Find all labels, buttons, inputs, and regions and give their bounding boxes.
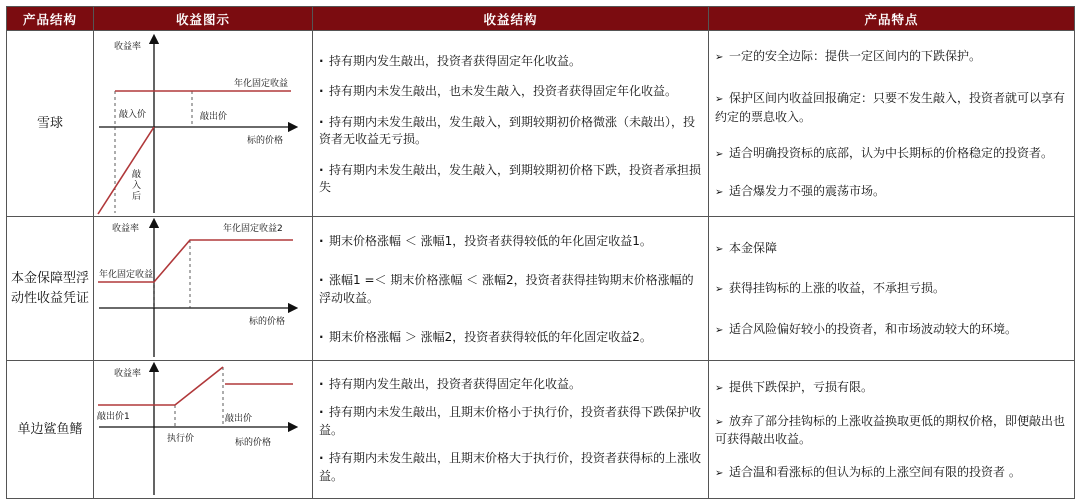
list-item: ➢ 一定的安全边际：提供一定区间内的下跌保护。: [715, 48, 1068, 67]
list-item: · 持有期内未发生敲出，发生敲入，到期较期初价格微涨（未敲出），投资者无收益无亏损。: [319, 114, 702, 149]
x-axis-label: 标的价格: [247, 136, 284, 146]
strike-label: 执行价: [167, 434, 195, 444]
list-item: ➢ 放弃了部分挂钩标的上涨收益换取更低的期权价格，即便敲出也可获得敲出收益。: [715, 413, 1068, 449]
knock-out-label: 敲出价: [225, 414, 253, 424]
snowball-payoff-chart: [94, 31, 313, 216]
list-item: · 期末价格涨幅 ＞ 涨幅2，投资者获得较低的年化固定收益2。: [319, 329, 702, 347]
product-structure-table: [6, 6, 1075, 499]
product-name-shark-fin: 单边鲨鱼鳍: [7, 361, 94, 499]
fixed-return-2-label: 年化固定收益2: [223, 224, 283, 234]
y-axis-label: 收益率: [114, 42, 142, 52]
y-axis-label: 收益率: [112, 224, 140, 234]
snowball-payoff-chart-cell: [94, 31, 313, 217]
snowball-features: [709, 31, 1075, 217]
table-row-snowball: [7, 31, 1075, 217]
header-product-structure: 产品结构: [7, 7, 94, 31]
table-row-shark-fin: [7, 361, 1075, 499]
list-item: · 持有期内未发生敲出，也未发生敲入，投资者获得固定年化收益。: [319, 83, 702, 101]
after-knock-in-label-1: 敲: [132, 170, 142, 180]
list-item: ➢ 本金保障: [715, 240, 1068, 259]
principal-protected-features: [709, 217, 1075, 361]
shark-fin-payoff-chart: [94, 361, 313, 498]
list-item: · 持有期内发生敲出，投资者获得固定年化收益。: [319, 376, 702, 394]
table-header-row: [7, 7, 1075, 31]
shark-fin-features: [709, 361, 1075, 499]
fixed-return-1-label: 年化固定收益: [99, 270, 154, 280]
after-knock-in-label-2: 入: [132, 181, 142, 191]
list-item: · 持有期内发生敲出，投资者获得固定年化收益。: [319, 53, 702, 71]
list-item: ➢ 适合风险偏好较小的投资者，和市场波动较大的环境。: [715, 321, 1068, 340]
header-payoff-chart: 收益图示: [94, 7, 313, 31]
shark-fin-chart-cell: [94, 361, 313, 499]
snowball-structure: [313, 31, 709, 217]
list-item: ➢ 适合明确投资标的底部，认为中长期标的价格稳定的投资者。: [715, 145, 1068, 164]
list-item: · 期末价格涨幅 ＜ 涨幅1，投资者获得较低的年化固定收益1。: [319, 233, 702, 251]
principal-protected-chart-cell: [94, 217, 313, 361]
shark-fin-structure: [313, 361, 709, 499]
knock-out-1-label: 敲出价1: [97, 412, 130, 422]
knock-in-price-label: 敲入价: [119, 110, 147, 120]
list-item: ➢ 适合爆发力不强的震荡市场。: [715, 183, 1068, 202]
principal-protected-payoff-chart: [94, 217, 313, 360]
fixed-coupon-label: 年化固定收益: [234, 79, 289, 89]
list-item: · 持有期内未发生敲出，发生敲入，到期较期初价格下跌，投资者承担损失: [319, 162, 702, 197]
principal-protected-structure: [313, 217, 709, 361]
product-name-principal-protected: 本金保障型浮动性收益凭证: [7, 217, 94, 361]
list-item: · 持有期内未发生敲出，且期末价格小于执行价，投资者获得下跌保护收益。: [319, 404, 702, 439]
list-item: ➢ 获得挂钩标的上涨的收益，不承担亏损。: [715, 280, 1068, 299]
header-product-features: 产品特点: [709, 7, 1075, 31]
y-axis-label: 收益率: [114, 369, 142, 379]
table-row-principal-protected: [7, 217, 1075, 361]
x-axis-label: 标的价格: [249, 317, 286, 327]
list-item: ➢ 保护区间内收益回报确定：只要不发生敲入，投资者就可以享有约定的票息收入。: [715, 90, 1068, 126]
list-item: ➢ 适合温和看涨标的但认为标的上涨空间有限的投资者 。: [715, 464, 1068, 483]
x-axis-label: 标的价格: [235, 438, 272, 448]
list-item: · 涨幅1 =＜ 期末价格涨幅 ＜ 涨幅2，投资者获得挂钩期末价格涨幅的浮动收益。: [319, 272, 702, 307]
list-item: ➢ 提供下跌保护，亏损有限。: [715, 379, 1068, 398]
header-payoff-structure: 收益结构: [313, 7, 709, 31]
list-item: · 持有期内未发生敲出，且期末价格大于执行价，投资者获得标的上涨收益。: [319, 450, 702, 485]
knock-in-loss-line: [98, 127, 154, 214]
after-knock-in-label-3: 后: [132, 192, 142, 202]
knock-out-price-label: 敲出价: [200, 112, 228, 122]
product-name-snowball: 雪球: [7, 31, 94, 217]
